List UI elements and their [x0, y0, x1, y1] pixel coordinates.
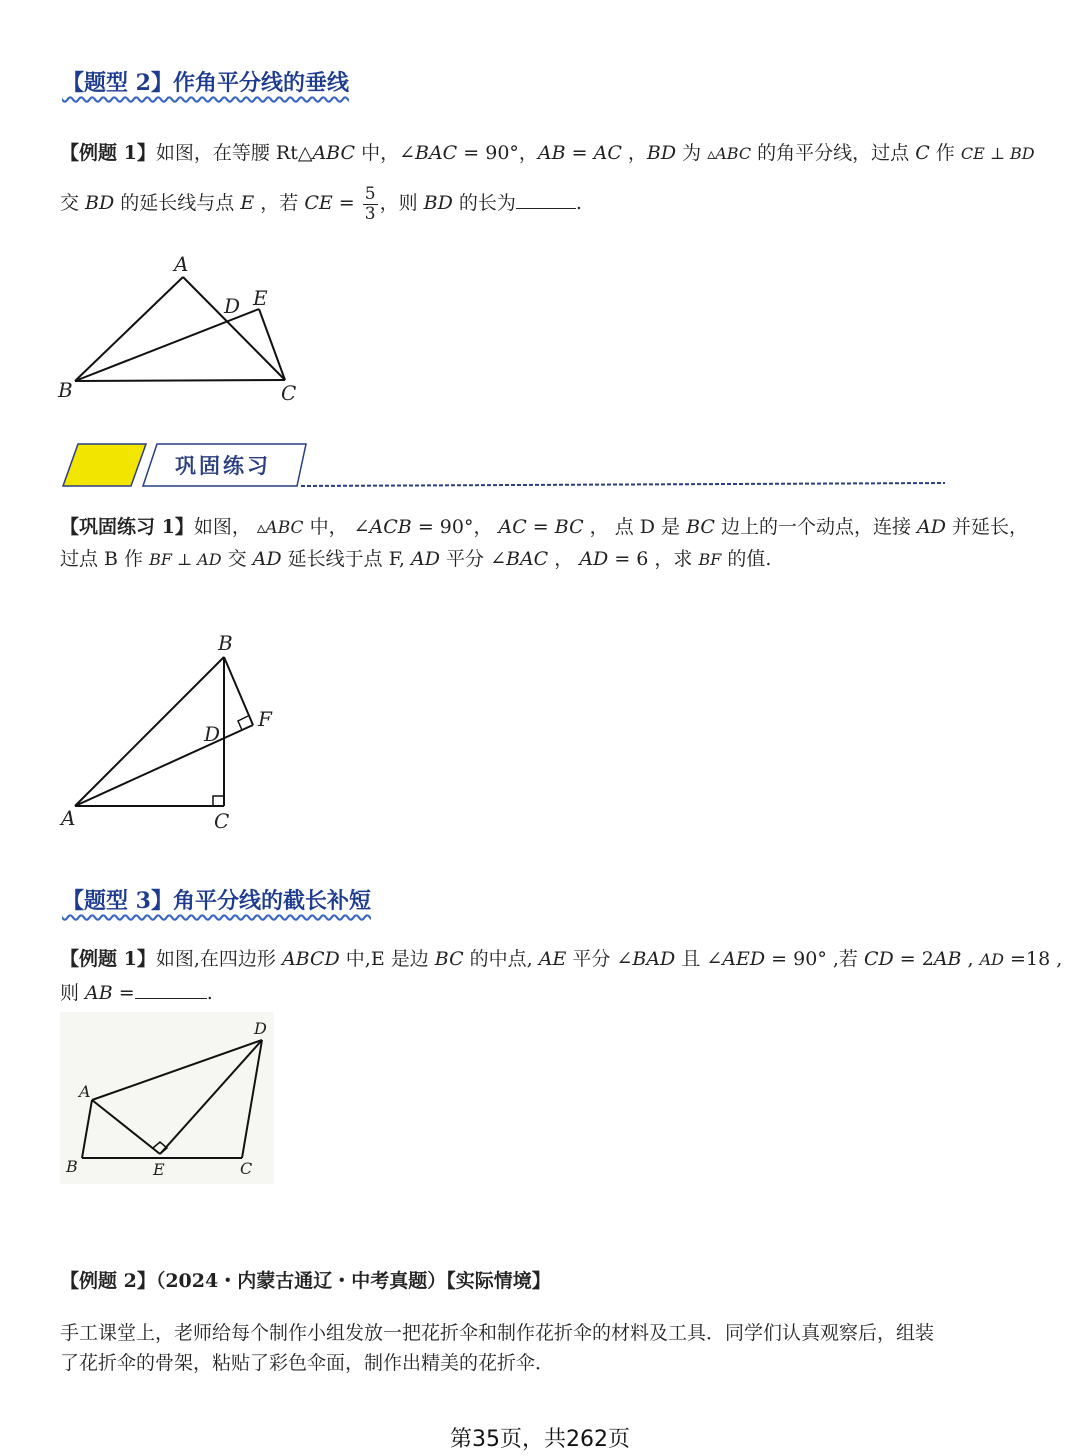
segment-af: [75, 725, 253, 806]
figure-triangle-abc-bd-ce: [50, 250, 330, 410]
label-b: B: [58, 378, 73, 402]
example2-line2: 则 AB = .: [60, 982, 213, 1004]
banner-title: 巩固练习: [175, 454, 271, 478]
label-c: C: [240, 1159, 253, 1178]
label-a: A: [174, 252, 189, 276]
answer-blank: [516, 190, 576, 209]
label-c: C: [281, 381, 297, 405]
example2-line1: 【例题 1】如图,在四边形 ABCD 中,E 是边 BC 的中点, AE 平分 ∠BAD 且 ∠AED = 90° ,若 CD = 2AB , AD =18 ,: [60, 948, 1063, 970]
answer-blank-ab: [135, 980, 207, 999]
section-heading-type2: 【题型 2】作角平分线的垂线: [62, 70, 349, 96]
segment-ab: [75, 657, 224, 806]
banner-yellow-block: [63, 444, 146, 486]
practice1-line2: 过点 B 作 BF ⊥ AD 交 AD 延长线于点 F, AD 平分 ∠BAC ， AD = 6 ，求 BF 的值.: [60, 548, 772, 570]
banner-dashed-line: [301, 483, 945, 486]
right-angle-mark-c: [213, 796, 224, 806]
segment-be: [75, 309, 259, 381]
page-footer: 第35页，共262页: [450, 1427, 630, 1452]
example1-label: 【例题 1】: [60, 142, 156, 164]
segment-ab: [75, 277, 183, 381]
practice1-label: 【巩固练习 1】: [60, 516, 194, 538]
example3-paragraph-line1: 手工课堂上，老师给每个制作小组发放一把花折伞和制作花折伞的材料及工具．同学们认真观察后，组装: [60, 1322, 935, 1344]
example3-paragraph-line2: 了花折伞的骨架，粘贴了彩色伞面，制作出精美的花折伞．: [60, 1352, 555, 1374]
label-d: D: [224, 294, 241, 318]
practice-banner: [60, 440, 950, 492]
label-c: C: [214, 809, 230, 833]
example1-line2: 交 BD 的延长线与点 E ，若 CE = $\frac{5}{3}$ ，则 BD 的长为 .: [60, 183, 582, 224]
label-e: E: [253, 286, 268, 310]
label-d: D: [204, 722, 221, 746]
label-b: B: [66, 1157, 78, 1176]
label-e: E: [153, 1160, 165, 1179]
practice1-line1: 【巩固练习 1】如图， ▵ABC 中， ∠ACB = 90°， AC = BC ， 点 D 是 BC 边上的一个动点，连接 AD 并延长，: [60, 516, 1029, 538]
segment-bc: [75, 380, 285, 381]
section-heading-type3: 【题型 3】角平分线的截长补短: [62, 888, 371, 914]
segment-ce: [259, 309, 285, 380]
example2-label: 【例题 1】: [60, 948, 156, 970]
example1-line1: 【例题 1】如图，在等腰 Rt△ABC 中，∠BAC = 90°，AB = AC ，BD 为 ▵ABC 的角平分线，过点 C 作 CE ⊥ BD: [60, 142, 1035, 164]
segment-ac: [183, 277, 285, 380]
fraction-five-thirds: $\frac{5}{3}$: [364, 183, 376, 224]
figure-quadrilateral-abcd: [60, 1012, 274, 1184]
segment-bf: [224, 657, 253, 725]
label-b: B: [218, 631, 233, 655]
label-a: A: [79, 1082, 91, 1101]
label-d: D: [254, 1019, 267, 1038]
example3-header: 【例题 2】（2024・内蒙古通辽・中考真题）【实际情境】: [60, 1270, 551, 1292]
label-a: A: [61, 806, 76, 830]
figure-right-triangle-abc-bf: [55, 625, 285, 835]
label-f: F: [258, 707, 272, 731]
